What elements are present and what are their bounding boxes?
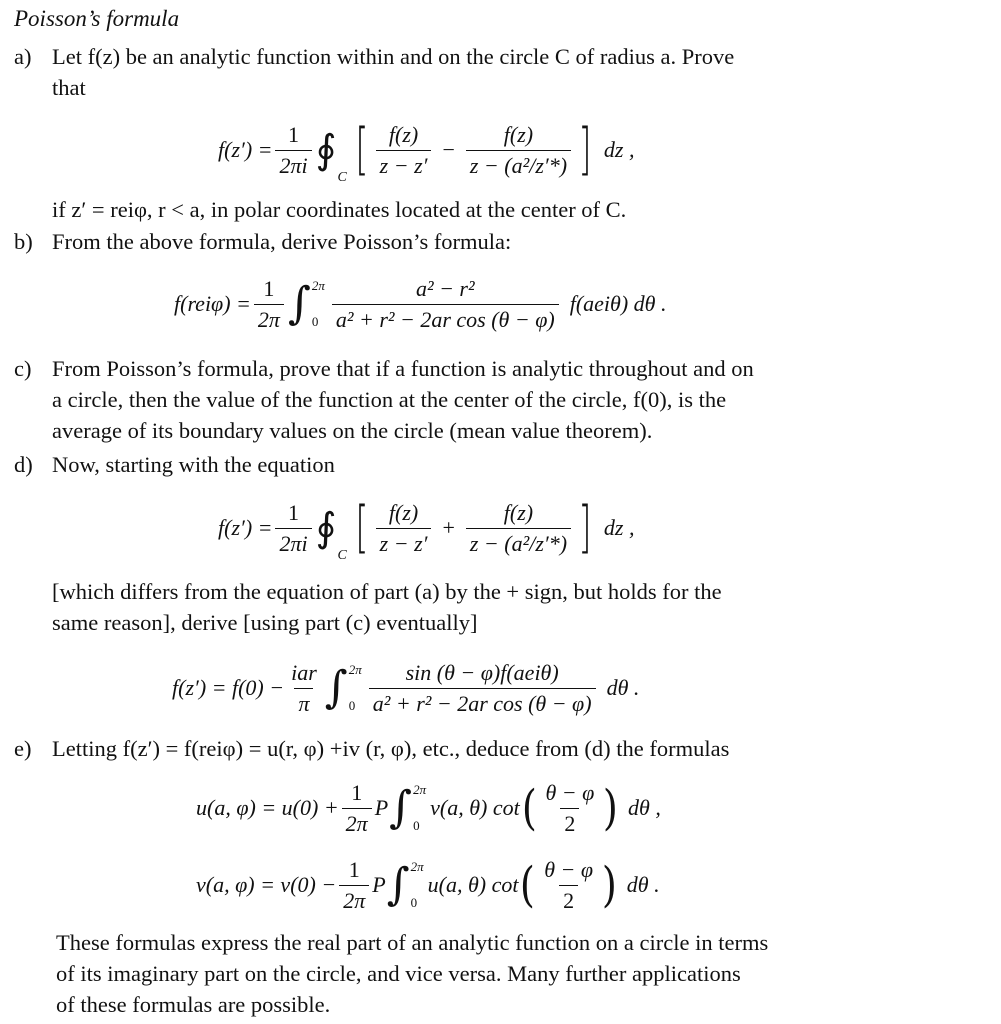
eq5-prefactor-den: 2π	[342, 808, 372, 837]
eq5-tail: dθ ,	[628, 795, 661, 820]
eq5-left-paren: (	[521, 780, 537, 836]
part-a-text-line2: that	[52, 75, 86, 100]
eq5-integrand: v(a, θ) cot	[430, 795, 520, 820]
eq3-prefactor	[275, 500, 311, 557]
eq1-fraction-2	[466, 122, 571, 179]
part-a-text-line1: Let f(z) be an analytic function within and on the circle C of radius a. Prove	[52, 44, 735, 69]
eq4-kernel-den: a² + r² − 2ar cos (θ − φ)	[369, 688, 596, 717]
eq6-right-paren: )	[601, 857, 617, 913]
equation-4	[172, 646, 639, 730]
integral-sign: ∫	[386, 859, 410, 910]
eq2-kernel	[332, 276, 559, 333]
eq1-prefactor-num: 1	[288, 121, 300, 147]
integral-sign: ∫	[389, 782, 413, 833]
eq1-tail: dz ,	[603, 137, 635, 162]
eq6-argument	[540, 857, 597, 914]
eq6-prefactor	[339, 857, 369, 914]
eq5-arg-den: 2	[560, 808, 579, 837]
eq3-lhs: f(z′) =	[218, 515, 273, 540]
eq4-tail: dθ .	[606, 675, 640, 700]
eq3-tail: dz ,	[603, 515, 635, 540]
eq3-right-bracket: ]	[578, 495, 592, 560]
eq5-argument	[541, 780, 598, 837]
eq6-lhs: v(a, φ) = v(0) −	[196, 872, 337, 897]
eq1-left-bracket: [	[355, 117, 369, 182]
eq6-arg-num: θ − φ	[544, 856, 594, 882]
part-c-text-line2: a circle, then the value of the function at the center of the circle, f(0), is the	[52, 387, 727, 412]
eq6-prefactor-den: 2π	[339, 885, 369, 914]
integral-sign: ∫	[287, 278, 311, 329]
equation-2	[174, 262, 666, 346]
eq6-lower-limit: 0	[410, 895, 418, 910]
part-c-text-line3: average of its boundary values on the circle (mean value theorem).	[52, 418, 653, 443]
part-d-text: Now, starting with the equation	[52, 452, 335, 477]
eq3-left-bracket: [	[355, 495, 369, 560]
part-e-closing-line1: These formulas express the real part of an analytic function on a circle in terms	[56, 930, 769, 955]
part-b-text: From the above formula, derive Poisson’s formula:	[52, 229, 512, 254]
eq3-fraction-1	[376, 500, 432, 557]
part-e-text: Letting f(z′) = f(reiφ) = u(r, φ) +iv (r, φ), etc., deduce from (d) the formulas	[52, 736, 730, 761]
part-a-label: a)	[14, 44, 32, 69]
eq5-limits	[413, 782, 426, 834]
eq4-kernel	[369, 660, 596, 717]
eq3-prefactor-num: 1	[288, 499, 300, 525]
part-d-label: d)	[14, 452, 33, 477]
eq3-operator: +	[442, 515, 455, 540]
eq2-prefactor	[254, 276, 284, 333]
part-e-label: e)	[14, 736, 32, 761]
eq5-prefactor	[342, 780, 372, 837]
eq1-prefactor	[275, 122, 311, 179]
equation-3	[218, 486, 634, 570]
eq5-lhs: u(a, φ) = u(0) +	[196, 795, 339, 820]
part-e-closing-line3: of these formulas are possible.	[56, 992, 331, 1017]
part-a-after: if z′ = reiφ, r < a, in polar coordinates located at the center of C.	[52, 197, 627, 222]
eq2-kernel-num: a² − r²	[415, 275, 475, 301]
eq3-f2-den: z − (a²/z′*)	[466, 528, 571, 557]
eq5-upper-limit: 2π	[413, 782, 427, 797]
eq2-lower-limit: 0	[311, 314, 319, 329]
eq6-arg-den: 2	[559, 885, 578, 914]
eq4-lower-limit: 0	[348, 698, 356, 713]
eq1-operator: −	[442, 137, 455, 162]
eq2-tail: f(aeiθ) dθ .	[569, 291, 667, 316]
eq2-upper-limit: 2π	[311, 278, 325, 293]
eq2-lhs: f(reiφ) =	[174, 291, 251, 316]
eq2-prefactor-den: 2π	[254, 304, 284, 333]
eq1-prefactor-den: 2πi	[275, 150, 311, 179]
eq4-limits	[349, 662, 362, 714]
eq3-prefactor-den: 2πi	[275, 528, 311, 557]
eq6-upper-limit: 2π	[410, 859, 424, 874]
eq2-limits	[312, 278, 325, 330]
contour-integral-sign: ∮	[315, 505, 337, 551]
eq3-f1-den: z − z′	[376, 528, 432, 557]
part-e-closing-line2: of its imaginary part on the circle, and vice versa. Many further applications	[56, 961, 741, 986]
eq1-f2-num: f(z)	[503, 121, 534, 147]
equation-5	[196, 768, 661, 848]
eq5-principal-value: P	[374, 795, 389, 820]
section-title: Poisson’s formula	[14, 6, 180, 31]
eq1-fraction-1	[376, 122, 432, 179]
eq4-kernel-num: sin (θ − φ)f(aeiθ)	[405, 659, 559, 685]
part-d-after-line2: same reason], derive [using part (c) eventually]	[52, 610, 478, 635]
part-c-label: c)	[14, 356, 32, 381]
eq5-right-paren: )	[603, 780, 619, 836]
eq5-arg-num: θ − φ	[545, 779, 595, 805]
eq6-prefactor-num: 1	[348, 856, 360, 882]
eq2-prefactor-num: 1	[263, 275, 275, 301]
eq4-lhs: f(z′) = f(0) −	[172, 675, 285, 700]
eq3-contour-label: C	[337, 548, 347, 563]
eq6-left-paren: (	[520, 857, 536, 913]
eq5-lower-limit: 0	[413, 818, 420, 833]
part-d-after-line1: [which differs from the equation of part (a) by the + sign, but holds for the	[52, 579, 722, 604]
eq6-principal-value: P	[372, 872, 386, 897]
eq2-kernel-den: a² + r² − 2ar cos (θ − φ)	[332, 304, 559, 333]
eq4-upper-limit: 2π	[348, 662, 362, 677]
eq1-right-bracket: ]	[578, 117, 592, 182]
equation-6	[196, 845, 660, 925]
eq6-tail: dθ .	[626, 872, 660, 897]
equation-1	[218, 108, 634, 192]
eq4-prefactor	[287, 660, 321, 717]
eq5-prefactor-num: 1	[351, 779, 363, 805]
eq1-f1-num: f(z)	[388, 121, 419, 147]
eq1-contour-label: C	[337, 170, 347, 185]
part-c-text-line1: From Poisson’s formula, prove that if a function is analytic throughout and on	[52, 356, 754, 381]
eq4-prefactor-num: iar	[291, 659, 317, 685]
eq3-fraction-2	[466, 500, 571, 557]
contour-integral-sign: ∮	[315, 127, 337, 173]
eq3-f1-num: f(z)	[388, 499, 419, 525]
eq4-prefactor-den: π	[294, 688, 313, 717]
eq3-f2-num: f(z)	[503, 499, 534, 525]
integral-sign: ∫	[324, 662, 348, 713]
eq6-limits	[411, 859, 424, 911]
eq6-integrand: u(a, θ) cot	[427, 872, 519, 897]
eq1-lhs: f(z′) =	[218, 137, 273, 162]
eq1-f1-den: z − z′	[376, 150, 432, 179]
eq1-f2-den: z − (a²/z′*)	[466, 150, 571, 179]
part-b-label: b)	[14, 229, 33, 254]
